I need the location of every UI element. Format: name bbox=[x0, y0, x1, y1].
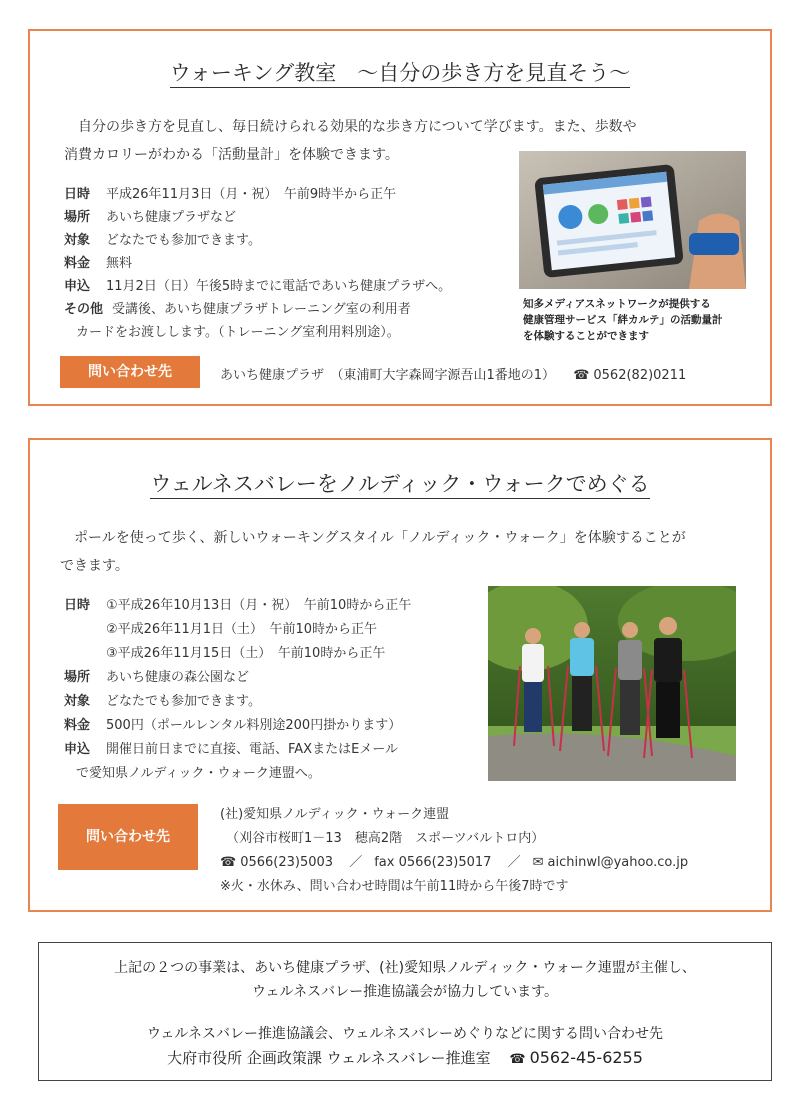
walking-class-intro: 自分の歩き方を見直し、毎日続けられる効果的な歩き方について学びます。また、歩数や 消費カロリーがわかる「活動量計」を体験できます。 bbox=[64, 119, 637, 163]
detail-row-fee: 料金 無料 bbox=[64, 256, 133, 271]
nordic-walkers-photo bbox=[488, 586, 736, 781]
tablet-photo-caption: 知多メディアスネットワークが提供する 健康管理サービス「絆カルテ」の活動量計 を体験することができます bbox=[523, 298, 723, 342]
contact-numbers: ☎ 0566(23)5003 ／ fax 0566(23)5017 ／ ✉ aichinwl@yahoo.co.jp bbox=[220, 855, 689, 870]
footer-line-1: 上記の２つの事業は、あいち健康プラザ、(社)愛知県ノルディック・ウォーク連盟が主催し、 bbox=[114, 960, 696, 976]
contact-label: 問い合わせ先 bbox=[58, 804, 198, 870]
phone-icon: ☎ bbox=[509, 1052, 526, 1067]
nordic-walk-panel bbox=[28, 438, 772, 912]
detail-row-target: 対象 どなたでも参加できます。 bbox=[64, 694, 261, 709]
detail-row-place: 場所 あいち健康プラザなど bbox=[64, 210, 237, 225]
contact-info: あいち健康プラザ （東浦町大字森岡字源吾山1番地の1） ☎ 0562(82)0211 bbox=[220, 368, 687, 383]
tablet-photo bbox=[519, 151, 746, 289]
footer-line-3: ウェルネスバレー推進協議会、ウェルネスバレーめぐりなどに関する問い合わせ先 bbox=[146, 1026, 664, 1042]
walking-class-panel bbox=[28, 29, 772, 406]
nordic-walk-intro: ポールを使って歩く、新しいウォーキングスタイル「ノルディック・ウォーク」を体験することが できます。 bbox=[60, 530, 686, 574]
detail-row-apply-cont: で愛知県ノルディック・ウォーク連盟へ。 bbox=[76, 766, 321, 781]
detail-row-date-3: ③平成26年11月15日（土） 午前10時から正午 bbox=[106, 646, 386, 661]
contact-label: 問い合わせ先 bbox=[60, 356, 200, 388]
detail-row-date: 日時 平成26年11月3日（月・祝） 午前9時半から正午 bbox=[64, 187, 397, 202]
contact-note: ※火・水休み、問い合わせ時間は午前11時から午後7時です bbox=[220, 879, 569, 894]
detail-row-fee: 料金 500円（ポールレンタル料別途200円掛かります） bbox=[64, 718, 402, 733]
detail-row-apply: 申込 開催日前日までに直接、電話、FAXまたはEメール bbox=[64, 742, 399, 757]
detail-row-date-2: ②平成26年11月1日（土） 午前10時から正午 bbox=[106, 622, 378, 637]
footer-box bbox=[38, 942, 772, 1081]
contact-org: (社)愛知県ノルディック・ウォーク連盟 bbox=[220, 807, 450, 822]
detail-row-date: 日時 ①平成26年10月13日（月・祝） 午前10時から正午 bbox=[64, 598, 412, 613]
mail-icon: ✉ bbox=[532, 855, 544, 870]
detail-row-apply: 申込 11月2日（日）午後5時までに電話であいち健康プラザへ。 bbox=[64, 279, 452, 294]
footer-line-2: ウェルネスバレー推進協議会が協力しています。 bbox=[252, 984, 558, 1000]
phone-icon: ☎ bbox=[573, 368, 590, 383]
detail-row-other: その他 受講後、あいち健康プラザトレーニング室の利用者 bbox=[64, 302, 411, 317]
detail-row-place: 場所 あいち健康の森公園など bbox=[64, 670, 250, 685]
walking-class-title: ウォーキング教室 ～自分の歩き方を見直そう～ bbox=[30, 57, 770, 87]
phone-icon: ☎ bbox=[220, 855, 237, 870]
detail-row-target: 対象 どなたでも参加できます。 bbox=[64, 233, 261, 248]
nordic-walk-title: ウェルネスバレーをノルディック・ウォークでめぐる bbox=[30, 468, 770, 498]
contact-address: （刈谷市桜町1－13 穂高2階 スポーツバルトロ内） bbox=[226, 831, 545, 846]
footer-line-4: 大府市役所 企画政策課 ウェルネスバレー推進室 ☎ 0562-45-6255 bbox=[167, 1048, 643, 1067]
detail-row-other-cont: カードをお渡しします。（トレーニング室利用料別途）。 bbox=[76, 325, 400, 340]
